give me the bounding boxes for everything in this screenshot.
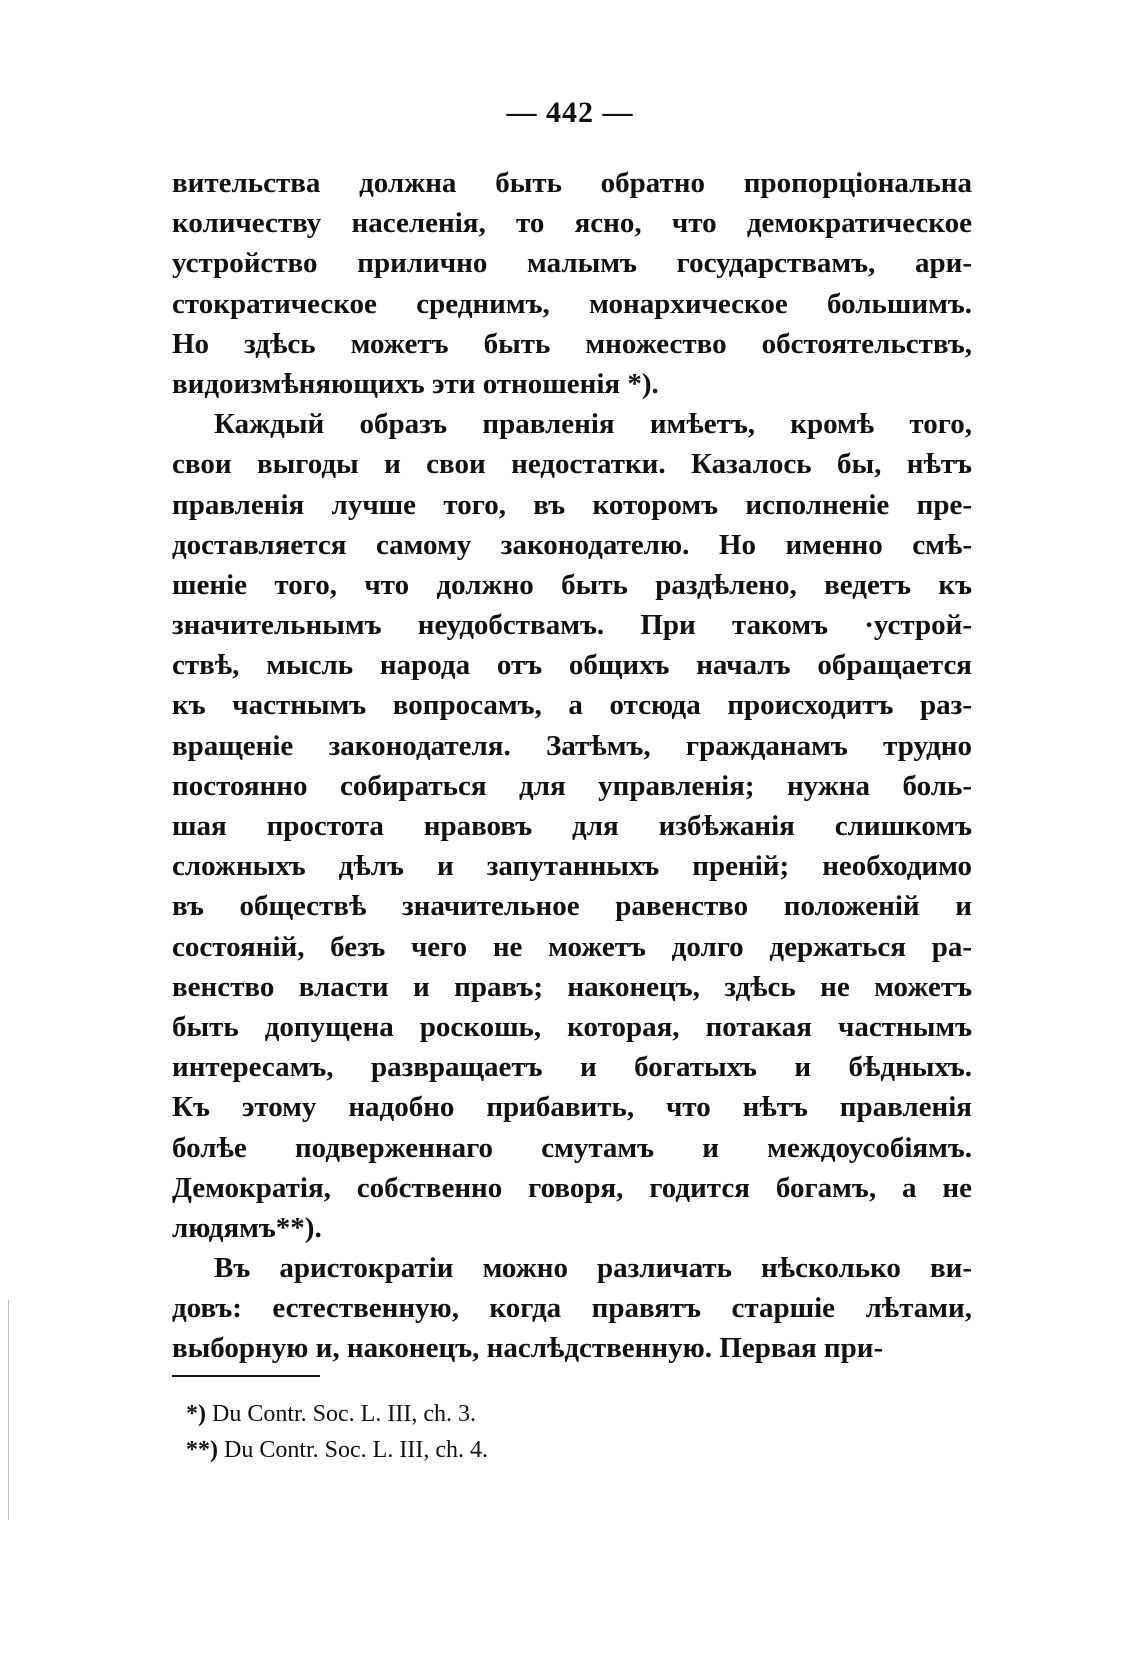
text-line: шеніе того, что должно быть раздѣлено, ведетъ къ — [172, 568, 972, 601]
footnote-mark: *) — [186, 1401, 206, 1427]
text-line: людямъ**). — [172, 1211, 322, 1244]
text-line: вращеніе законодателя. Затѣмъ, гражданамъ трудно — [172, 729, 972, 762]
text-line: доставляется самому законодателю. Но именно смѣ- — [172, 528, 972, 561]
text-line: вительства должна быть обратно пропорціональна — [172, 167, 972, 199]
text-line: Въ аристократіи можно различать нѣсколько ви- — [214, 1252, 972, 1285]
text-line: Каждый образъ правленія имѣетъ, кромѣ того, — [214, 408, 972, 441]
text-line: венство власти и правъ; наконецъ, здѣсь не можетъ — [172, 970, 972, 1003]
text-line: ствѣ, мысль народа отъ общихъ началъ обращается — [172, 649, 972, 682]
text-line: свои выгоды и свои недостатки. Казалось бы, нѣтъ — [172, 448, 972, 481]
text-line: постоянно собираться для управленія; нужна боль- — [172, 769, 972, 802]
text-line: стократическое среднимъ, монархическое большимъ. — [172, 287, 972, 320]
footnotes — [186, 1396, 886, 1468]
footnote — [186, 1396, 886, 1432]
footnote — [186, 1432, 886, 1468]
text-line: интересамъ, развращаетъ и богатыхъ и бѣдныхъ. — [172, 1051, 972, 1084]
text-line: устройство прилично малымъ государствамъ, ари- — [172, 247, 972, 280]
footnote-mark: **) — [186, 1437, 218, 1463]
text-line: Но здѣсь можетъ быть множество обстоятельствъ, — [172, 327, 972, 360]
text-line: количеству населенія, то ясно, что демократическое — [172, 207, 972, 240]
text-line: видоизмѣняющихъ эти отношенія *). — [172, 367, 659, 400]
text-line: Демократія, собственно говоря, годится богамъ, а не — [172, 1171, 972, 1204]
footnote-divider — [172, 1375, 320, 1377]
text-line: выборную и, наконецъ, наслѣдственную. Первая при- — [172, 1332, 884, 1365]
text-line: правленія лучше того, въ которомъ исполненіе пре- — [172, 488, 972, 521]
body-text — [172, 163, 972, 1369]
text-line: быть допущена роскошь, которая, потакая частнымъ — [172, 1010, 972, 1043]
text-line: шая простота нравовъ для избѣжанія слишкомъ — [172, 810, 972, 842]
text-line: значительнымъ неудобствамъ. При такомъ ·устрой- — [172, 609, 972, 642]
text-line: къ частнымъ вопросамъ, а отсюда происходитъ раз- — [172, 689, 972, 722]
text-line: сложныхъ дѣлъ и запутанныхъ преній; необходимо — [172, 850, 972, 883]
page-number: — 442 — — [506, 96, 634, 129]
text-line: состояній, безъ чего не можетъ долго держаться ра- — [172, 930, 972, 963]
text-line: болѣе подверженнаго смутамъ и междоусобіямъ. — [172, 1131, 972, 1164]
scan-edge-mark — [8, 1300, 9, 1520]
text-line: въ обществѣ значительное равенство положеній и — [172, 890, 972, 923]
footnote-text: Du Contr. Soc. L. III, ch. 4. — [224, 1437, 488, 1463]
text-line: Къ этому надобно прибавить, что нѣтъ правленія — [172, 1091, 972, 1124]
text-line: довъ: естественную, когда правятъ старшіе лѣтами, — [172, 1292, 972, 1325]
footnote-text: Du Contr. Soc. L. III, ch. 3. — [212, 1401, 476, 1427]
